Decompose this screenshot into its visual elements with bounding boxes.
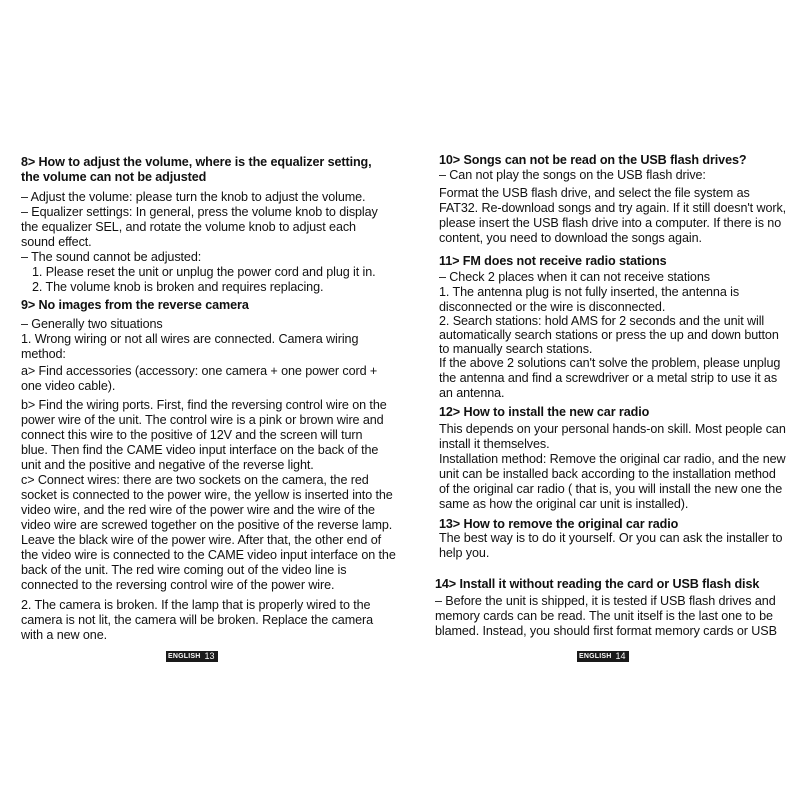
text-line: of the original car radio ( that is, you will install the new one the: [439, 482, 783, 496]
page-number-badge: [577, 651, 629, 662]
text-line: help you.: [439, 546, 490, 560]
text-line: blamed. Instead, you should first format memory cards or USB: [435, 624, 777, 638]
text-line: 2. Search stations: hold AMS for 2 seconds and the unit will: [439, 314, 765, 328]
text-line: unit and the positive and negative of the reverse light.: [21, 458, 314, 472]
text-line: to manually search stations.: [439, 342, 593, 356]
text-line: – Before the unit is shipped, it is tested if USB flash drives and: [435, 594, 776, 608]
text-line: disconnected or the wire is disconnected.: [439, 300, 666, 314]
text-line: 1. Wrong wiring or not all wires are connected. Camera wiring: [21, 332, 359, 346]
text-line: with a new one.: [21, 628, 108, 642]
text-line: the video wire is connected to the CAME video input interface on the: [21, 548, 396, 562]
text-line: Format the USB flash drive, and select the file system as: [439, 186, 750, 200]
section-13-heading: 13> How to remove the original car radio: [439, 517, 679, 531]
text-line: please insert the USB flash drive into a computer. If there is no: [439, 216, 782, 230]
text-line: – Equalizer settings: In general, press the volume knob to display: [21, 205, 378, 219]
section-9-heading: 9> No images from the reverse camera: [21, 298, 249, 312]
page-number-badge: [166, 651, 218, 662]
text-line: a> Find accessories (accessory: one camera + one power cord +: [21, 364, 378, 378]
page-number: 13: [203, 651, 218, 662]
text-line: an antenna.: [439, 386, 505, 400]
text-line: – Adjust the volume: please turn the knob to adjust the volume.: [21, 190, 366, 204]
text-line: – Check 2 places when it can not receive stations: [439, 270, 710, 284]
right-page: [400, 0, 800, 800]
text-line: 2. The camera is broken. If the lamp that is properly wired to the: [21, 598, 371, 612]
text-line: – Generally two situations: [21, 317, 163, 331]
footer-language: ENGLISH: [579, 653, 612, 660]
text-line: sound effect.: [21, 235, 92, 249]
text-line: The best way is to do it yourself. Or you can ask the installer to: [439, 531, 783, 545]
section-14-heading: 14> Install it without reading the card or USB flash disk: [435, 577, 760, 591]
text-line: connected to the reversing control wire of the power wire.: [21, 578, 335, 592]
text-line: 2. The volume knob is broken and requires replacing.: [32, 280, 324, 294]
page-number: 14: [614, 651, 629, 662]
text-line: – Can not play the songs on the USB flash drive:: [439, 168, 706, 182]
text-line: c> Connect wires: there are two sockets on the camera, the red: [21, 473, 369, 487]
text-line: memory cards can be read. The unit itself is the last one to be: [435, 609, 773, 623]
text-line: camera is not lit, the camera will be broken. Replace the camera: [21, 613, 373, 627]
text-line: install it themselves.: [439, 437, 550, 451]
text-line: blue. Then find the CAME video input interface on the back of the: [21, 443, 379, 457]
text-line: automatically search stations or press the up and down button: [439, 328, 779, 342]
text-line: connect this wire to the positive of 12V and the screen will turn: [21, 428, 363, 442]
text-line: unit can be installed back according to the installation method: [439, 467, 776, 481]
text-line: b> Find the wiring ports. First, find the reversing control wire on the: [21, 398, 387, 412]
text-line: the equalizer SEL, and rotate the volume knob to adjust each: [21, 220, 356, 234]
section-10-heading: 10> Songs can not be read on the USB flash drives?: [439, 153, 747, 167]
text-line: FAT32. Re-download songs and try again. If it still doesn't work,: [439, 201, 787, 215]
text-line: one video cable).: [21, 379, 116, 393]
footer-language: ENGLISH: [168, 653, 201, 660]
text-line: content, you need to download the songs again.: [439, 231, 702, 245]
text-line: video wire, and the red wire of the power wire and the wire of the: [21, 503, 375, 517]
text-line: back of the unit. The red wire coming out of the video line is: [21, 563, 347, 577]
text-line: If the above 2 solutions can't solve the problem, please unplug: [439, 356, 781, 370]
text-line: – The sound cannot be adjusted:: [21, 250, 202, 264]
section-11-heading: 11> FM does not receive radio stations: [439, 254, 667, 268]
text-line: 1. The antenna plug is not fully inserted, the antenna is: [439, 285, 740, 299]
section-8-heading: 8> How to adjust the volume, where is the equalizer setting,: [21, 155, 372, 169]
text-line: This depends on your personal hands-on skill. Most people can: [439, 422, 786, 436]
text-line: socket is connected to the power wire, the yellow is inserted into the: [21, 488, 393, 502]
text-line: the antenna and find a screwdriver or a metal strip to use it as: [439, 371, 778, 385]
section-8-heading-cont: the volume can not be adjusted: [21, 170, 207, 184]
text-line: power wire of the unit. The control wire is a pink or brown wire and: [21, 413, 384, 427]
text-line: 1. Please reset the unit or unplug the power cord and plug it in.: [32, 265, 376, 279]
text-line: video wire are screwed together on the positive of the reverse lamp.: [21, 518, 393, 532]
text-line: same as how the original car unit is installed).: [439, 497, 689, 511]
text-line: Leave the black wire of the power wire. After that, the other end of: [21, 533, 382, 547]
section-12-heading: 12> How to install the new car radio: [439, 405, 650, 419]
text-line: Installation method: Remove the original car radio, and the new: [439, 452, 786, 466]
text-line: method:: [21, 347, 66, 361]
